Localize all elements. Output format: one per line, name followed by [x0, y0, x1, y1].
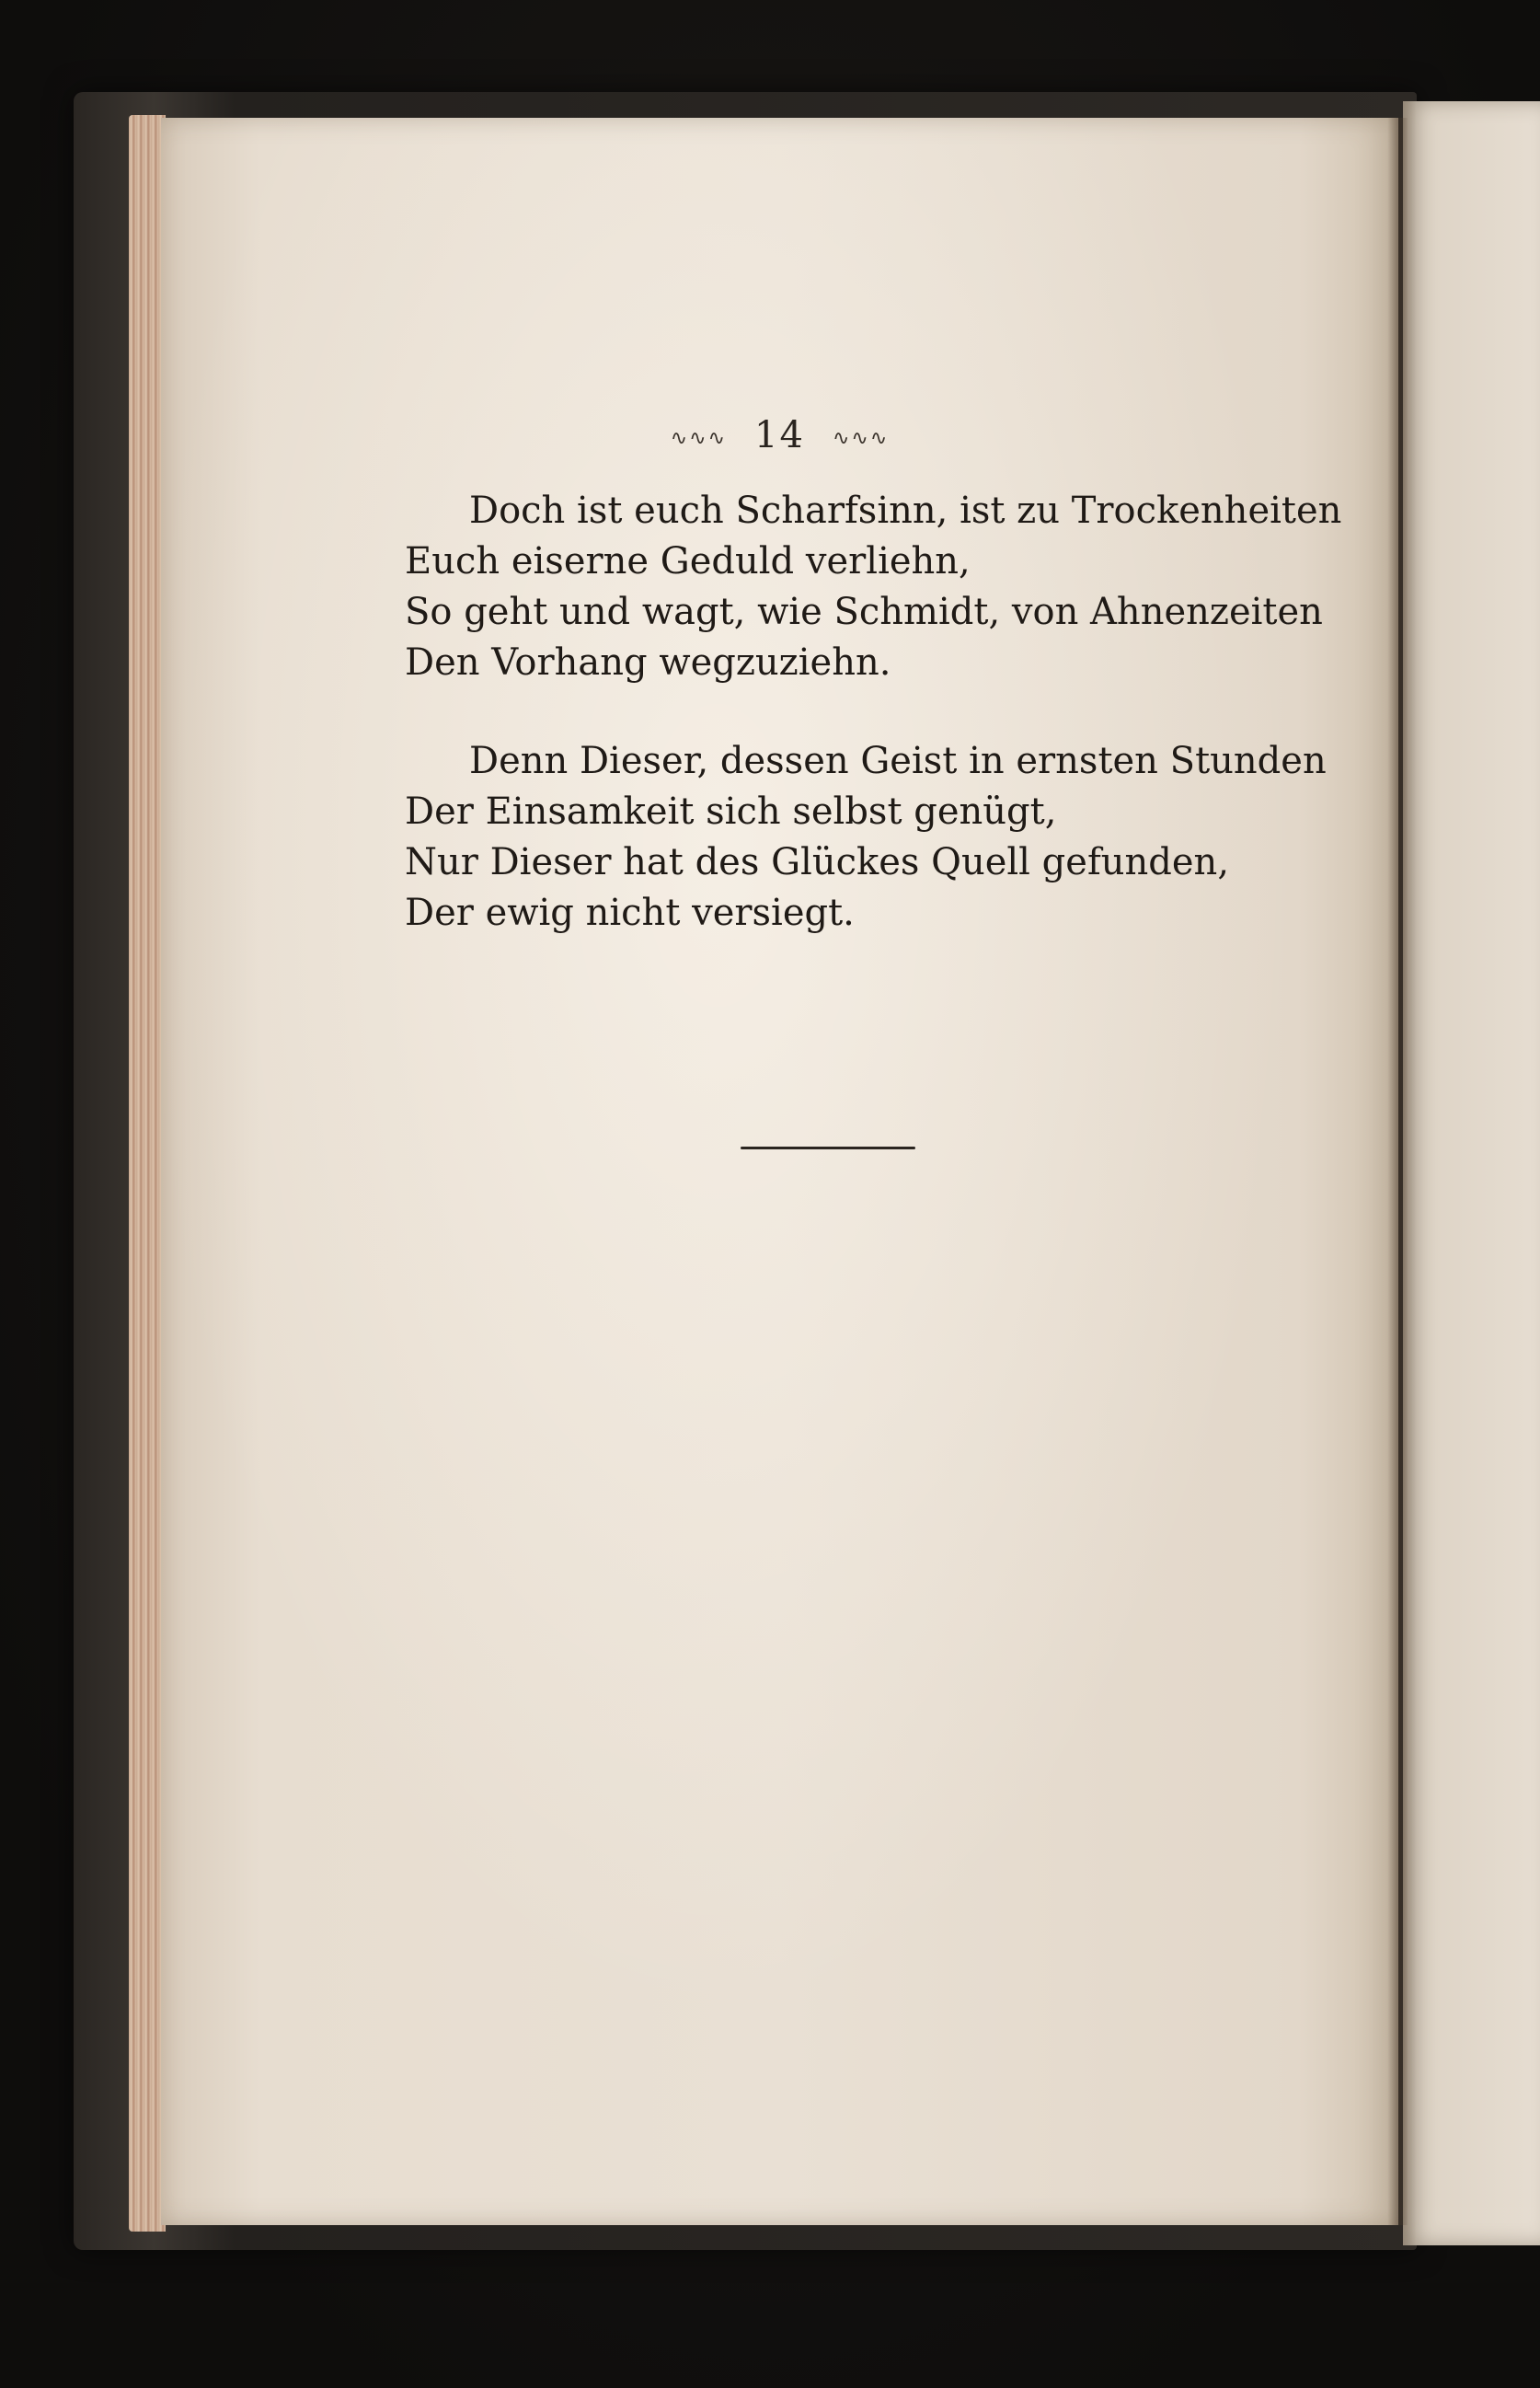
book-gutter — [1387, 118, 1408, 2225]
poem-line: Doch ist euch Scharfsinn, ist zu Trockenheiten — [469, 490, 1342, 532]
poem-line: Der ewig nicht versiegt. — [405, 892, 855, 934]
poem-line: Den Vorhang wegzuziehn. — [405, 641, 891, 684]
poem-line: Der Einsamkeit sich selbst genügt, — [405, 790, 1057, 833]
poem-line: Denn Dieser, dessen Geist in ernsten Stunden — [469, 740, 1327, 782]
poem — [405, 486, 1435, 986]
stanza-1 — [405, 486, 1435, 688]
page-edges — [129, 115, 166, 2232]
poem-line: Euch eiserne Geduld verliehn, — [405, 540, 971, 583]
stanza-2 — [405, 736, 1435, 939]
page-number: 14 — [754, 414, 805, 456]
book-page — [161, 118, 1398, 2225]
poem-line: Nur Dieser hat des Glückes Quell gefunden, — [405, 841, 1230, 883]
facing-page — [1403, 101, 1540, 2245]
ornament-left-icon: ∿∿∿ — [670, 426, 728, 450]
ornament-right-icon: ∿∿∿ — [832, 426, 890, 450]
end-rule — [741, 1147, 915, 1149]
poem-line: So geht und wagt, wie Schmidt, von Ahnenzeiten — [405, 591, 1323, 633]
page-number-header — [161, 414, 1398, 456]
